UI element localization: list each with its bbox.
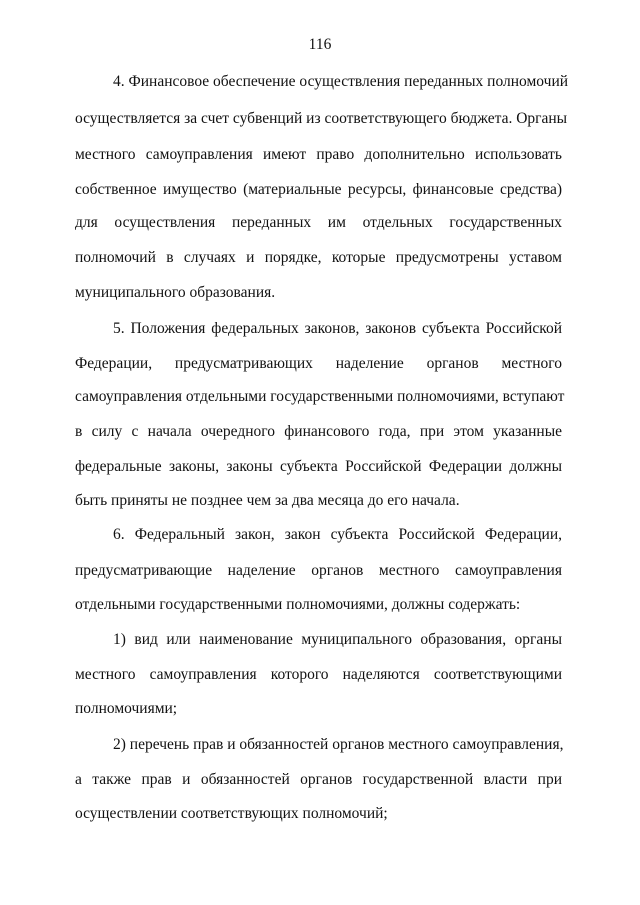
page-number: 116 (308, 36, 332, 53)
paragraph-4-line-1: 4. Финансовое обеспечение осуществления переданных полномочий (113, 73, 569, 90)
item-2-line-2: а также прав и обязанностей органов государственной власти при (75, 771, 562, 788)
item-1-line-1: 1) вид или наименование муниципального образования, органы (113, 631, 562, 648)
paragraph-5-line-2: Федерации, предусматривающих наделение органов местного (75, 355, 562, 372)
paragraph-5-line-1: 5. Положения федеральных законов, законов субъекта Российской (113, 320, 562, 337)
paragraph-6-line-2: предусматривающие наделение органов местного самоуправления (75, 562, 562, 579)
paragraph-5-line-6: быть приняты не позднее чем за два месяца до его начала. (75, 492, 460, 509)
paragraph-5-line-5: федеральные законы, законы субъекта Российской Федерации должны (75, 458, 562, 475)
item-1-line-3: полномочиями; (75, 700, 178, 717)
paragraph-6-line-3: отдельными государственными полномочиями, должны содержать: (75, 596, 521, 613)
paragraph-4-line-7: муниципального образования. (75, 284, 276, 301)
paragraph-5-line-3: самоуправления отдельными государственными полномочиями, вступают (75, 388, 565, 405)
paragraph-4-line-4: собственное имущество (материальные ресурсы, финансовые средства) (75, 181, 562, 198)
paragraph-4-line-5: для осуществления переданных им отдельных государственных (75, 214, 562, 231)
paragraph-5-line-4: в силу с начала очередного финансового года, при этом указанные (75, 423, 562, 440)
item-2-line-1: 2) перечень прав и обязанностей органов местного самоуправления, (113, 736, 564, 753)
paragraph-6-line-1: 6. Федеральный закон, закон субъекта Российской Федерации, (113, 526, 562, 543)
item-2-line-3: осуществлении соответствующих полномочий; (75, 805, 388, 822)
paragraph-4-line-2: осуществляется за счет субвенций из соответствующего бюджета. Органы (75, 110, 568, 127)
item-1-line-2: местного самоуправления которого наделяются соответствующими (75, 666, 562, 683)
paragraph-4-line-6: полномочий в случаях и порядке, которые предусмотрены уставом (75, 249, 562, 266)
paragraph-4-line-3: местного самоуправления имеют право дополнительно использовать (75, 146, 562, 163)
